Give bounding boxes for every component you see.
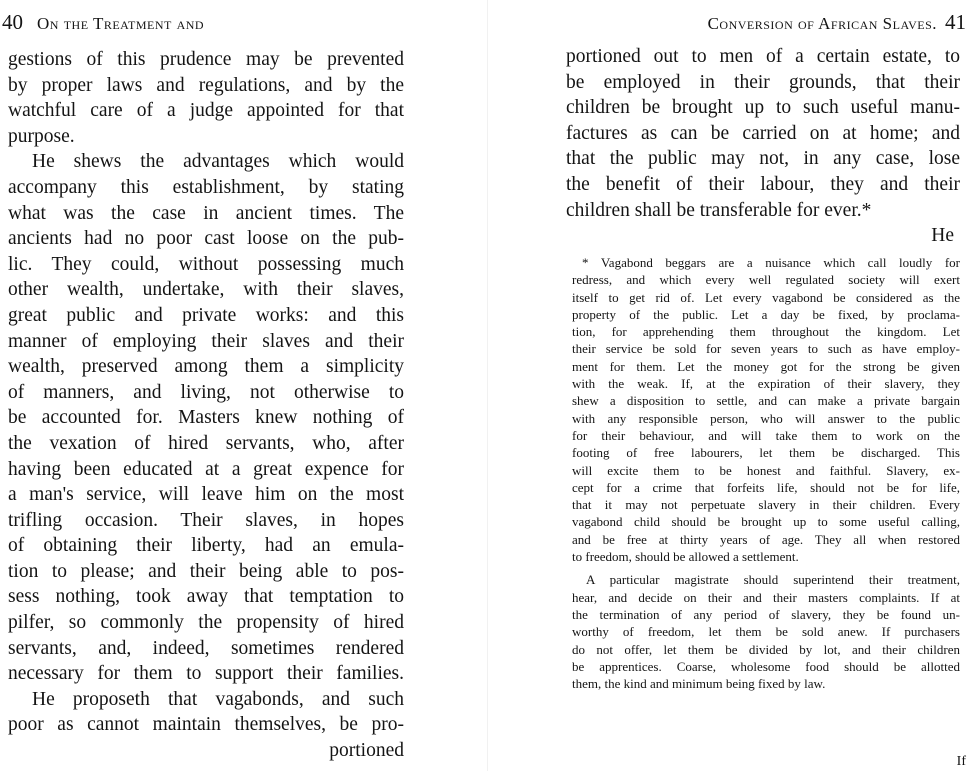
right-page-number: 41 — [945, 10, 966, 34]
text-line: having been educated at a great expence for — [8, 458, 404, 480]
text-line: sess nothing, took away that temptation to — [8, 586, 404, 608]
footnote-line: tion, for apprehending them throughout the kingdom. Let — [572, 324, 960, 340]
text-line: He — [931, 225, 954, 247]
text-line: purpose. — [8, 125, 75, 147]
text-line: He shews the advantages which would — [32, 151, 404, 173]
text-line: be employed in their grounds, that their — [566, 71, 960, 93]
text-line: He proposeth that vagabonds, and such — [32, 688, 404, 710]
text-line: ancients had no poor cast loose on the pub- — [8, 228, 404, 250]
footnote-line: footing of free labourers, let them be discharged. This — [572, 445, 960, 461]
text-line: trifling occasion. Their slaves, in hopes — [8, 509, 404, 531]
text-line: wealth, preserved among them a simplicity — [8, 356, 404, 378]
right-body-text — [566, 44, 960, 249]
text-line: be accounted for. Masters knew nothing of — [8, 407, 404, 429]
left-running-head — [2, 10, 204, 35]
footnote-line: with any responsible person, who will answer to the public — [572, 410, 960, 426]
footnote-line: ment for them. Let the money got for the strong be given — [572, 358, 960, 374]
right-running-title: Conversion of African Slaves. — [707, 14, 937, 33]
footnote-line: * Vagabond beggars are a nuisance which call loudly for — [582, 255, 960, 270]
text-line: the vexation of hired servants, who, after — [8, 432, 404, 454]
text-line: children shall be transferable for ever.* — [566, 199, 872, 221]
text-line: servants, and, indeed, sometimes rendered — [8, 637, 404, 659]
left-body-text — [8, 47, 404, 764]
footnote — [572, 254, 960, 692]
text-line: that the public may not, in any case, lose — [566, 148, 960, 170]
text-line: by proper laws and regulations, and by the — [8, 74, 404, 96]
footnote-line: that it may not perpetuate slavery in their children. Every — [572, 497, 960, 513]
text-line: tion to please; and their being able to pos- — [8, 560, 404, 582]
catchword: portioned — [329, 740, 404, 762]
footnote-line: hear, and decide on their and their masters complaints. If at — [572, 589, 960, 605]
footnote-line: redress, and which every well regulated society will exert — [572, 272, 960, 288]
text-line: factures as can be carried on at home; and — [566, 122, 960, 144]
text-line: other wealth, undertake, with their slaves, — [8, 279, 404, 301]
footnote-line: cept for a crime that forfeits life, should not be for life, — [572, 479, 960, 495]
footnote-line: itself to get rid of. Let every vagabond be considered as the — [572, 289, 960, 305]
text-line: manner of employing their slaves and their — [8, 330, 404, 352]
footnote-line: do not offer, let them be divided by lot, and their children — [572, 641, 960, 657]
book-gutter — [487, 0, 488, 771]
left-running-title: On the Treatment and — [37, 14, 205, 33]
footnote-line: their service be sold for seven years to such as have employ- — [572, 341, 960, 357]
right-catchword: If — [956, 754, 966, 769]
text-line: necessary for them to support their families. — [8, 663, 404, 685]
text-line: the benefit of their labour, they and their — [566, 173, 960, 195]
right-page — [490, 0, 980, 771]
footnote-line: will excite them to be honest and faithful. Slavery, ex- — [572, 462, 960, 478]
text-line: accompany this establishment, by stating — [8, 176, 404, 198]
left-page-number: 40 — [2, 10, 23, 34]
text-line: of manners, and living, not otherwise to — [8, 381, 404, 403]
text-line: lic. They could, without possessing much — [8, 253, 404, 275]
footnote-line: shew a disposition to settle, and can make a private bargain — [572, 393, 960, 409]
footnote-line: and be free at thirty years of age. They all when restored — [572, 531, 960, 547]
footnote-line: with the weak. If, at the expiration of their slavery, they — [572, 376, 960, 392]
text-line: gestions of this prudence may be prevented — [8, 49, 404, 70]
text-line: pilfer, so commonly the propensity of hired — [8, 612, 404, 634]
footnote-line: them, the kind and minimum being fixed by law. — [572, 676, 826, 692]
footnote-line: A particular magistrate should superintend their treatment, — [586, 572, 960, 588]
text-line: great public and private works: and this — [8, 304, 404, 326]
footnote-line: vagabond child should be brought up to some useful calling, — [572, 514, 960, 530]
text-line: children be brought up to such useful manu- — [566, 97, 960, 119]
text-line: watchful care of a judge appointed for that — [8, 100, 404, 122]
footnote-line: the termination of any period of slavery, they be found un- — [572, 606, 960, 622]
right-running-head — [708, 10, 966, 35]
footnote-line: be apprentices. Coarse, wholesome food should be allotted — [572, 658, 960, 674]
footnote-line: for their behaviour, and will take them to work on the — [572, 427, 960, 443]
text-line: poor as cannot maintain themselves, be pro- — [8, 714, 404, 736]
text-line: a man's service, will leave him on the most — [8, 484, 404, 506]
footnote-line: to freedom, should be allowed a settlement. — [572, 549, 799, 565]
text-line: of obtaining their liberty, had an emula- — [8, 535, 404, 557]
footnote-line: worthy of freedom, let them be sold anew. If purchasers — [572, 624, 960, 640]
text-line: what was the case in ancient times. The — [8, 202, 404, 224]
footnote-line: property of the public. Let a day be fixed, by proclama- — [572, 306, 960, 322]
text-line: portioned out to men of a certain estate, to — [566, 46, 960, 67]
